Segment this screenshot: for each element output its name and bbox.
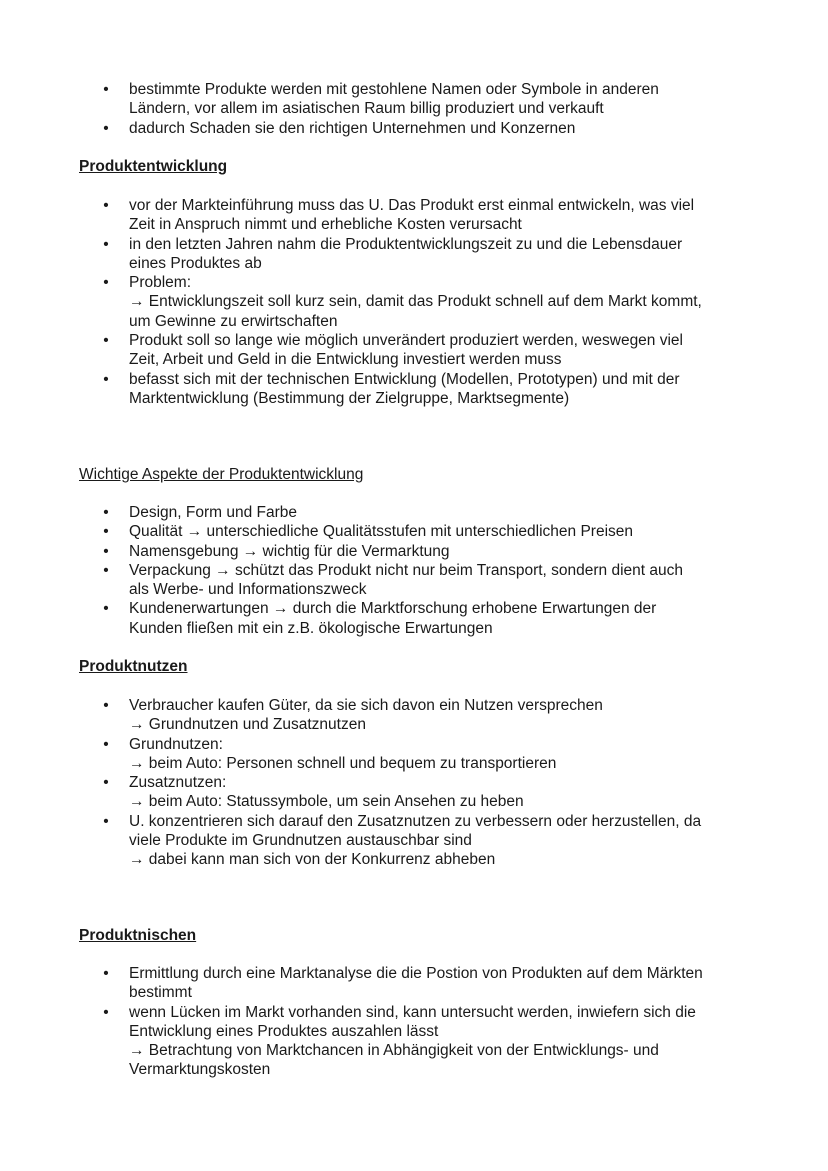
bullet-icon: • <box>103 370 109 388</box>
list-item-text-line: → beim Auto: Statussymbole, um sein Ansehen zu heben <box>129 793 524 811</box>
list-item-text-line: Namensgebung → wichtig für die Vermarktung <box>129 542 450 560</box>
list-item <box>0 522 828 541</box>
list-item-text-line: befasst sich mit der technischen Entwicklung (Modellen, Prototypen) und mit der <box>129 370 680 388</box>
list-item-text-line: Grundnutzen: <box>129 735 223 753</box>
list-item-text-line: Verbraucher kaufen Güter, da sie sich davon ein Nutzen versprechen <box>129 697 603 714</box>
section-produktentwicklung <box>0 196 828 408</box>
list-item-text-line: → beim Auto: Personen schnell und bequem zu transportieren <box>129 754 557 772</box>
list-item-text-line: Ländern, vor allem im asiatischen Raum billig produziert und verkauft <box>129 100 604 118</box>
list-item-text-line: bestimmte Produkte werden mit gestohlene Namen oder Symbole in anderen <box>129 81 659 98</box>
heading-produktnutzen: Produktnutzen <box>79 658 188 675</box>
list-item <box>0 599 828 638</box>
bullet-icon: • <box>103 735 109 753</box>
list-item-text-line: Zusatznutzen: <box>129 774 227 792</box>
list-item-text-line: Verpackung → schützt das Produkt nicht nur beim Transport, sondern dient auch <box>129 561 684 579</box>
list-item-text-line: Problem: <box>129 274 192 292</box>
list-item <box>0 964 828 1003</box>
list-item <box>0 696 828 735</box>
list-item-text-line: viele Produkte im Grundnutzen austauschbar sind <box>129 832 472 850</box>
bullet-icon: • <box>103 774 109 792</box>
list-item-text-line: wenn Lücken im Markt vorhanden sind, kann untersucht werden, inwiefern sich die <box>129 1003 696 1021</box>
list-item-text-line: als Werbe- und Informationszweck <box>129 581 367 599</box>
heading-wichtige-aspekte: Wichtige Aspekte der Produktentwicklung <box>79 466 364 483</box>
list-item-text-line: Design, Form und Farbe <box>129 504 297 521</box>
list-item-text-line: um Gewinne zu erwirtschaften <box>129 312 338 330</box>
list-item-text-line: eines Produktes ab <box>129 254 262 272</box>
list-item <box>0 1003 828 1080</box>
produktentwicklung-bullet-list <box>0 196 828 408</box>
bullet-icon: • <box>103 274 109 292</box>
list-item-text-line: in den letzten Jahren nahm die Produktentwicklungszeit zu und die Lebensdauer <box>129 235 683 253</box>
list-item <box>0 735 828 774</box>
intro-bullet-list <box>0 80 828 138</box>
bullet-icon: • <box>103 697 109 714</box>
section-intro-list <box>0 80 828 138</box>
list-item <box>0 273 828 331</box>
list-item-text-line: Ermittlung durch eine Marktanalyse die die Postion von Produkten auf dem Märkten <box>129 965 703 982</box>
list-item-text-line: → Entwicklungszeit soll kurz sein, damit das Produkt schnell auf dem Markt kommt, <box>129 293 702 311</box>
heading-produktnischen: Produktnischen <box>79 927 197 944</box>
bullet-icon: • <box>103 523 109 541</box>
list-item-text-line: Marktentwicklung (Bestimmung der Zielgruppe, Marktsegmente) <box>129 389 570 407</box>
section-produktnutzen <box>0 696 828 870</box>
produktnischen-bullet-list <box>0 964 828 1080</box>
bullet-icon: • <box>103 812 109 830</box>
list-item <box>0 235 828 274</box>
list-item-text-line: dadurch Schaden sie den richtigen Unternehmen und Konzernen <box>129 119 576 137</box>
bullet-icon: • <box>103 81 109 98</box>
bullet-icon: • <box>103 119 109 137</box>
list-item-text-line: Zeit, Arbeit und Geld in die Entwicklung investiert werden muss <box>129 351 562 369</box>
list-item-text-line: → Grundnutzen und Zusatznutzen <box>129 716 366 734</box>
list-item-text-line: Produkt soll so lange wie möglich unverändert produziert werden, weswegen viel <box>129 332 683 350</box>
list-item-text-line: Qualität → unterschiedliche Qualitätsstufen mit unterschiedlichen Preisen <box>129 523 634 541</box>
list-item <box>0 503 828 522</box>
bullet-icon: • <box>103 965 109 982</box>
bullet-icon: • <box>103 542 109 560</box>
list-item-text-line: bestimmt <box>129 984 192 1002</box>
list-item-text-line: → Betrachtung von Marktchancen in Abhängigkeit von der Entwicklungs- und <box>129 1042 659 1060</box>
section-aspekte <box>0 503 828 638</box>
bullet-icon: • <box>103 504 109 521</box>
list-item-text-line: Vermarktungskosten <box>129 1061 271 1079</box>
list-item <box>0 119 828 138</box>
produktnutzen-bullet-list <box>0 696 828 870</box>
list-item <box>0 542 828 561</box>
list-item-text-line: → dabei kann man sich von der Konkurrenz abheben <box>129 851 496 869</box>
list-item <box>0 196 828 235</box>
list-item <box>0 812 828 870</box>
list-item <box>0 370 828 409</box>
list-item-text-line: Zeit in Anspruch nimmt und erhebliche Kosten verursacht <box>129 216 522 234</box>
heading-produktentwicklung: Produktentwicklung <box>79 158 228 175</box>
bullet-icon: • <box>103 332 109 350</box>
bullet-icon: • <box>103 561 109 579</box>
aspekte-bullet-list <box>0 503 828 638</box>
bullet-icon: • <box>103 600 109 618</box>
list-item-text-line: vor der Markteinführung muss das U. Das Produkt erst einmal entwickeln, was viel <box>129 197 695 214</box>
list-item-text-line: Kunden fließen mit ein z.B. ökologische Erwartungen <box>129 619 493 637</box>
bullet-icon: • <box>103 197 109 214</box>
list-item-text-line: Entwicklung eines Produktes auszahlen lässt <box>129 1022 439 1040</box>
list-item <box>0 331 828 370</box>
section-produktnischen <box>0 964 828 1080</box>
list-item <box>0 80 828 119</box>
bullet-icon: • <box>103 1003 109 1021</box>
list-item <box>0 561 828 600</box>
list-item-text-line: U. konzentrieren sich darauf den Zusatznutzen zu verbessern oder herzustellen, da <box>129 812 702 830</box>
list-item <box>0 773 828 812</box>
bullet-icon: • <box>103 235 109 253</box>
list-item-text-line: Kundenerwartungen → durch die Marktforschung erhobene Erwartungen der <box>129 600 657 618</box>
